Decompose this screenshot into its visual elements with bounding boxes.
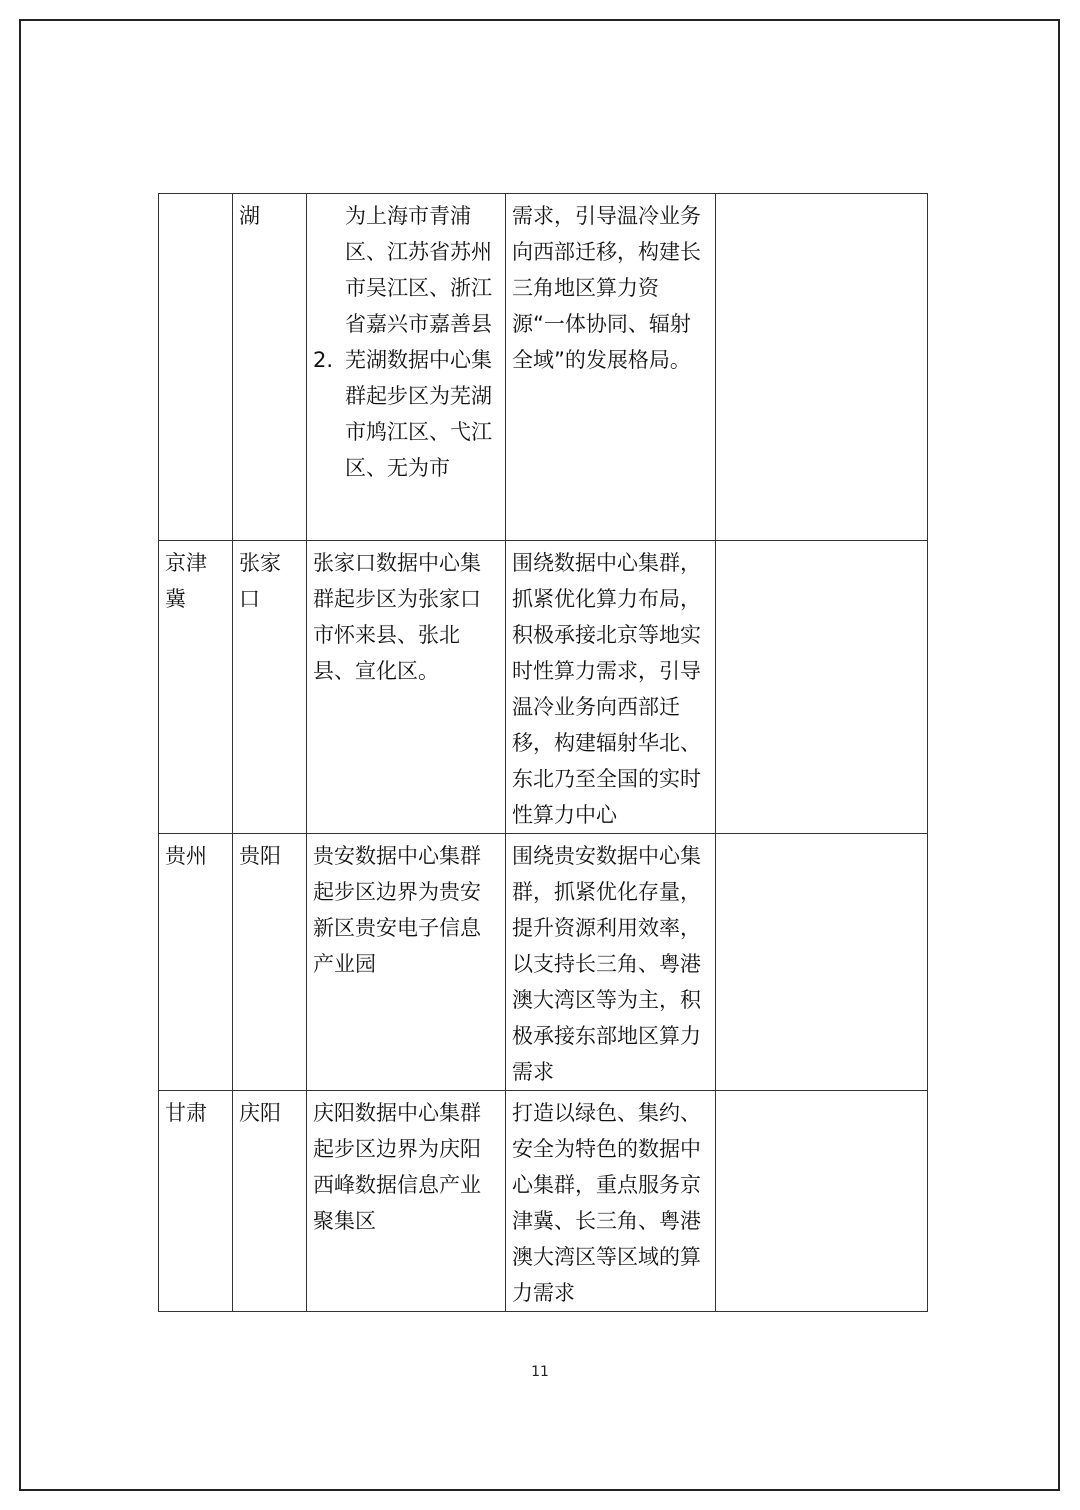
extra-cell: [716, 834, 928, 1091]
region-cell: 贵州: [159, 834, 233, 1091]
page-number: 11: [531, 1364, 549, 1380]
list-item-number: 2.: [313, 348, 334, 372]
list-item-text: 为上海市青浦区、江苏省苏州市吴江区、浙江省嘉兴市嘉善县: [345, 204, 492, 336]
goal-cell: 需求，引导温冷业务向西部迁移，构建长三角地区算力资源“一体协同、辐射全域”的发展格局。: [506, 194, 716, 541]
table-row: [159, 541, 928, 834]
region-cell: [159, 194, 233, 541]
table-row: [159, 194, 928, 541]
data-center-cluster-table: [158, 193, 928, 1312]
start-area-list: [313, 198, 499, 486]
table-row: [159, 1091, 928, 1312]
city-cell: 张家口: [233, 541, 307, 834]
city-cell: 贵阳: [233, 834, 307, 1091]
start-area-cell: 庆阳数据中心集群起步区边界为庆阳西峰数据信息产业聚集区: [307, 1091, 506, 1312]
list-item-text: 芜湖数据中心集群起步区为芜湖市鸠江区、弋江区、无为市: [345, 348, 492, 480]
list-item: [313, 198, 499, 342]
city-cell: 湖: [233, 194, 307, 541]
start-area-cell: [307, 194, 506, 541]
extra-cell: [716, 541, 928, 834]
goal-cell: 围绕数据中心集群，抓紧优化算力布局，积极承接北京等地实时性算力需求，引导温冷业务向西部迁移，构建辐射华北、东北乃至全国的实时性算力中心: [506, 541, 716, 834]
start-area-cell: 张家口数据中心集群起步区为张家口市怀来县、张北县、宣化区。: [307, 541, 506, 834]
region-cell: 京津冀: [159, 541, 233, 834]
goal-cell: 打造以绿色、集约、安全为特色的数据中心集群，重点服务京津冀、长三角、粤港澳大湾区等区域的算力需求: [506, 1091, 716, 1312]
extra-cell: [716, 1091, 928, 1312]
extra-cell: [716, 194, 928, 541]
list-item: [313, 342, 499, 486]
goal-cell: 围绕贵安数据中心集群，抓紧优化存量，提升资源利用效率，以支持长三角、粤港澳大湾区等为主，积极承接东部地区算力需求: [506, 834, 716, 1091]
city-cell: 庆阳: [233, 1091, 307, 1312]
region-cell: 甘肃: [159, 1091, 233, 1312]
start-area-cell: 贵安数据中心集群起步区边界为贵安新区贵安电子信息产业园: [307, 834, 506, 1091]
table-row: [159, 834, 928, 1091]
